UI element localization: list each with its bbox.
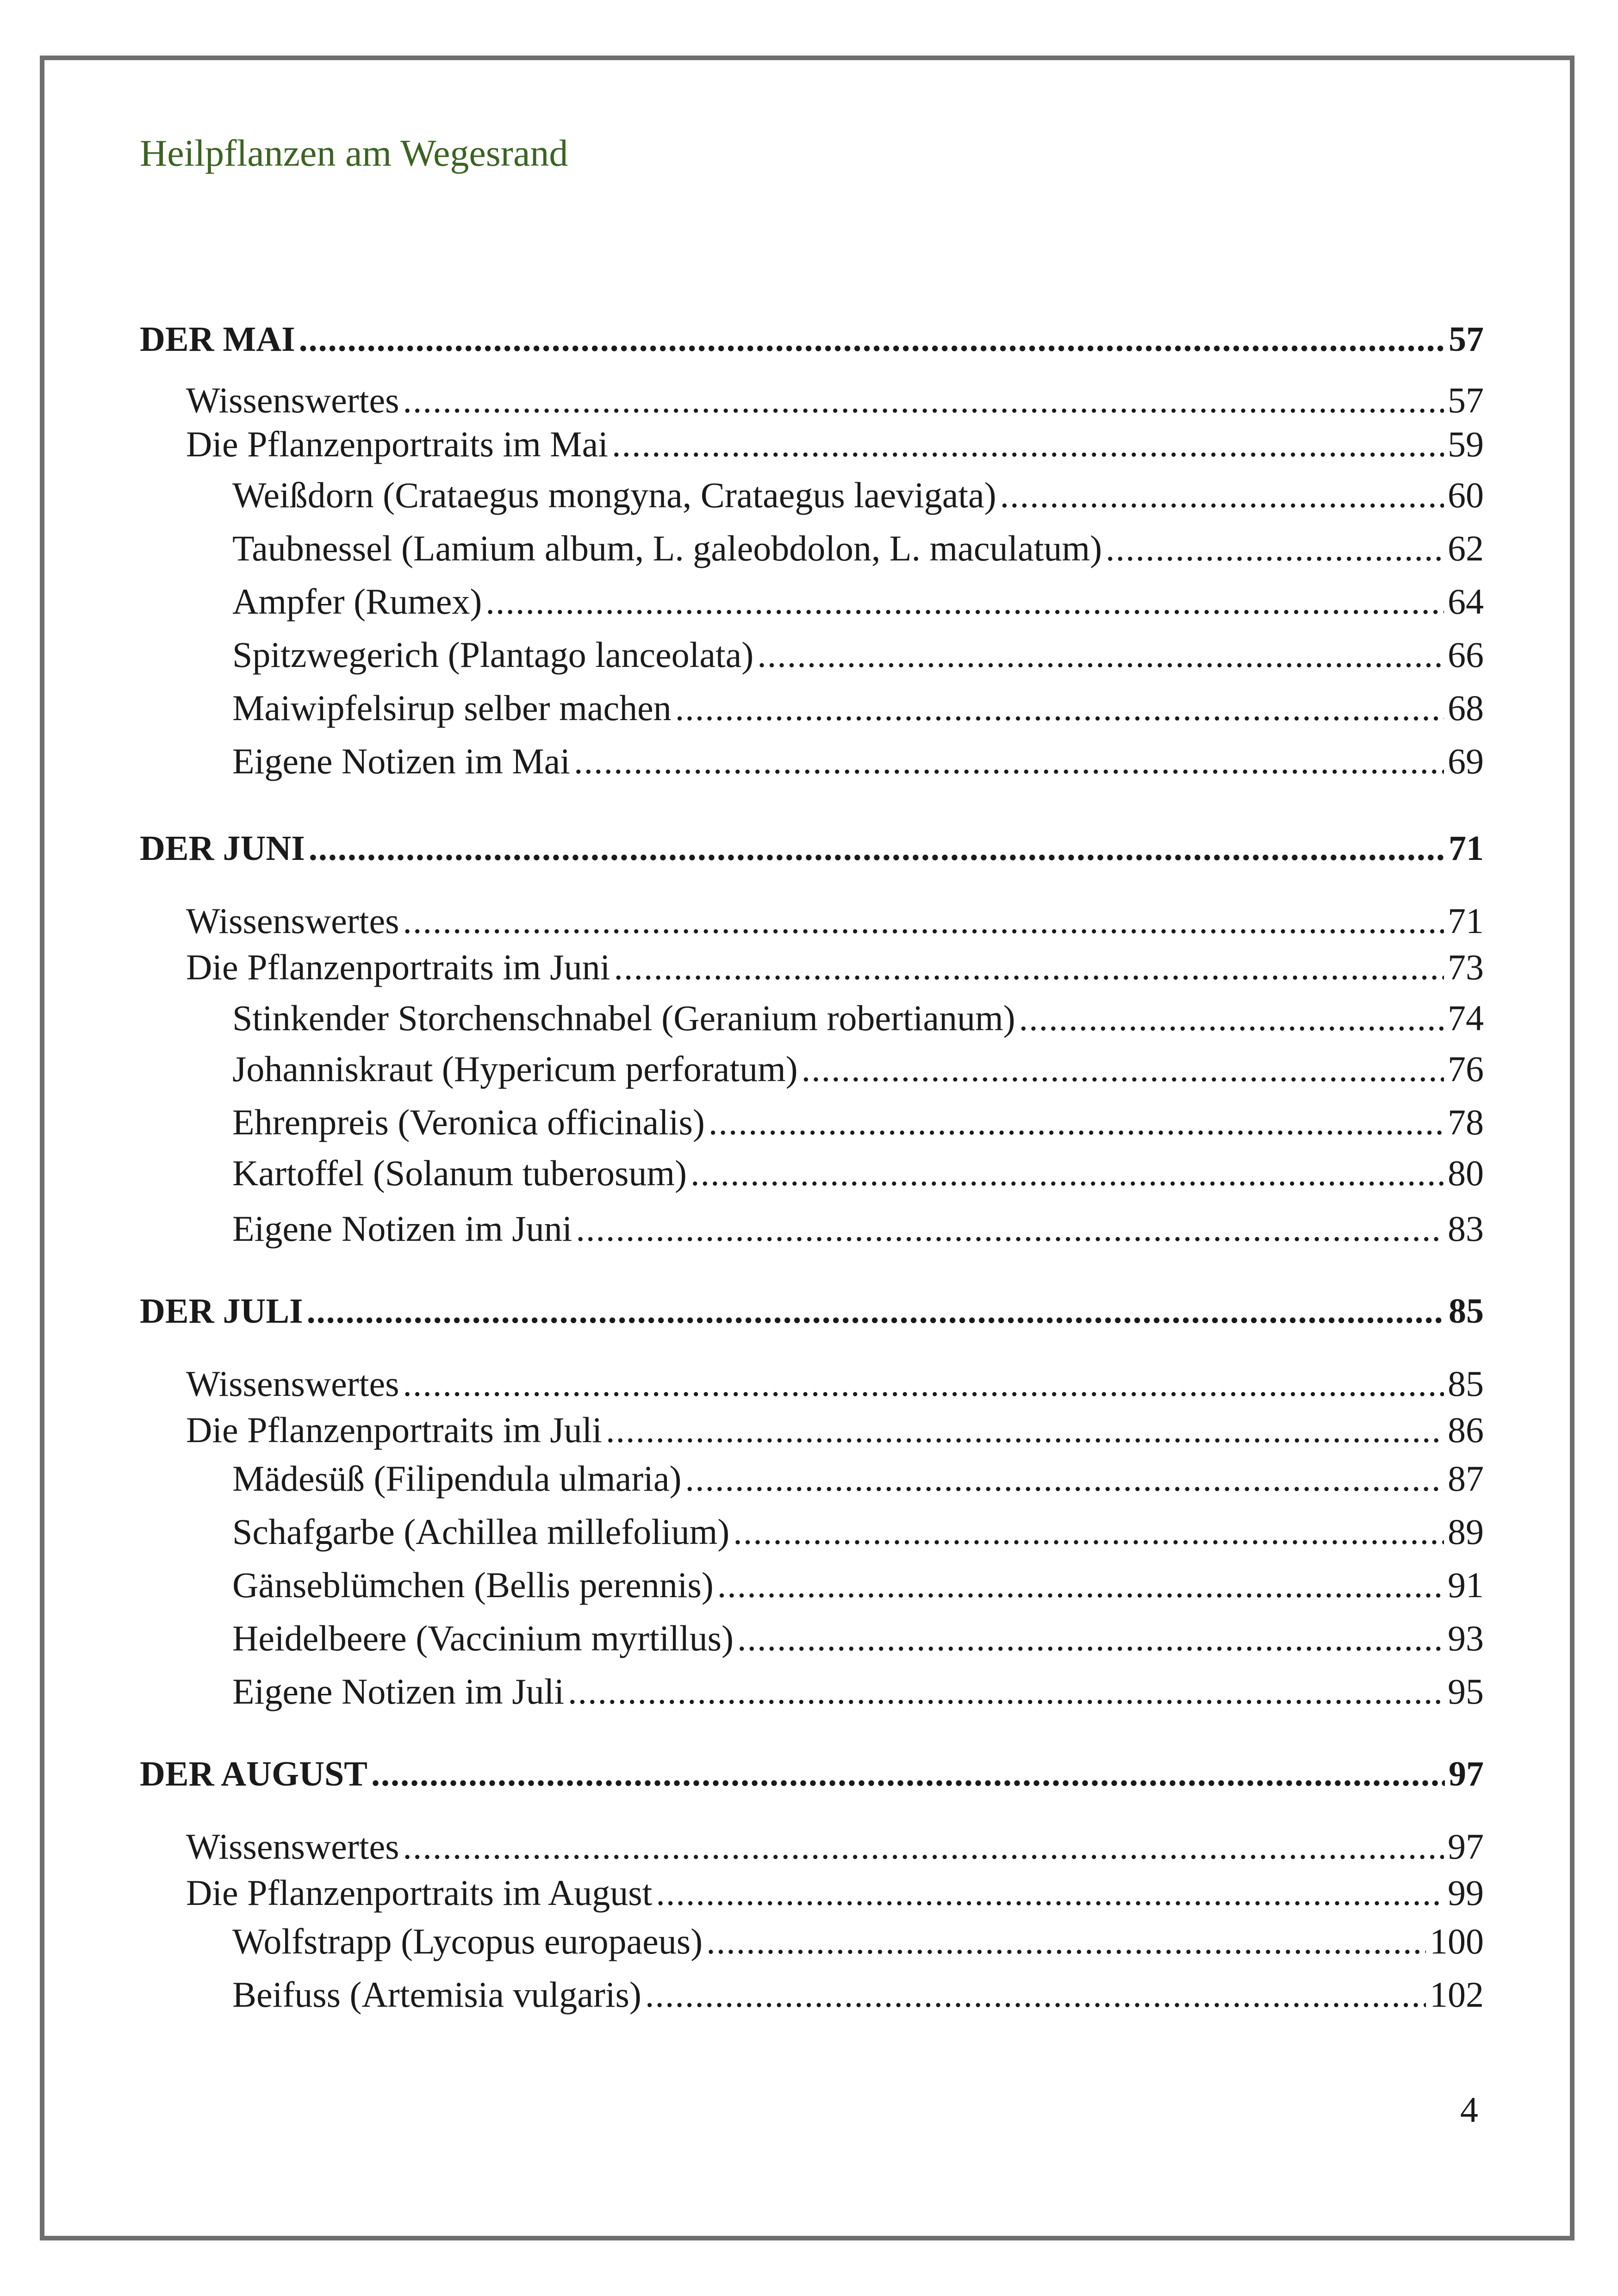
toc-entry-row[interactable] bbox=[232, 1511, 1484, 1553]
toc-entry-row[interactable] bbox=[186, 900, 1484, 942]
toc-entry-page: 64 bbox=[1448, 581, 1484, 622]
toc-leader-dots bbox=[403, 1826, 1444, 1867]
toc-entry-label: Weißdorn (Crataegus mongyna, Crataegus laevigata) bbox=[232, 475, 996, 515]
toc-entry-label: Eigene Notizen im Mai bbox=[232, 741, 570, 781]
toc-entry-page: 69 bbox=[1448, 741, 1484, 781]
toc-chapter-title: DER AUGUST bbox=[140, 1755, 367, 1793]
toc-entry-page: 85 bbox=[1448, 1363, 1484, 1404]
toc-entry-row[interactable] bbox=[186, 1826, 1484, 1867]
toc-leader-dots bbox=[685, 1458, 1444, 1500]
toc-leader-dots bbox=[403, 1363, 1444, 1405]
toc-entry-row[interactable] bbox=[232, 474, 1484, 516]
toc-leader-dots bbox=[612, 423, 1444, 465]
toc-leader-dots bbox=[675, 687, 1444, 729]
toc-entry-page: 95 bbox=[1448, 1671, 1484, 1711]
toc-entry-row[interactable] bbox=[232, 1208, 1484, 1250]
toc-chapter-title: DER JULI bbox=[140, 1292, 303, 1331]
toc-leader-dots bbox=[706, 1921, 1426, 1962]
toc-leader-dots bbox=[656, 1872, 1444, 1914]
toc-entry-label: Schafgarbe (Achillea millefolium) bbox=[232, 1512, 730, 1552]
toc-leader-dots bbox=[1000, 474, 1444, 516]
toc-chapter-title: DER MAI bbox=[140, 320, 295, 359]
toc-entry-row[interactable] bbox=[232, 740, 1484, 782]
toc-chapter-row[interactable] bbox=[140, 319, 1484, 360]
toc-entry-row[interactable] bbox=[232, 687, 1484, 729]
toc-entry-page: 80 bbox=[1448, 1153, 1484, 1193]
toc-leader-dots bbox=[1106, 528, 1444, 569]
toc-entry-row[interactable] bbox=[232, 1921, 1484, 1962]
toc-entry-row[interactable] bbox=[232, 1458, 1484, 1500]
toc-entry-page: 57 bbox=[1448, 380, 1484, 420]
toc-entry-row[interactable] bbox=[232, 1564, 1484, 1606]
toc-leader-dots bbox=[485, 581, 1444, 622]
toc-entry-page: 99 bbox=[1448, 1873, 1484, 1913]
toc-entry-row[interactable] bbox=[232, 1974, 1484, 2016]
toc-chapter-page: 57 bbox=[1449, 320, 1484, 359]
toc-entry-page: 73 bbox=[1448, 947, 1484, 987]
toc-leader-dots bbox=[574, 740, 1444, 782]
toc-chapter-row[interactable] bbox=[140, 1291, 1484, 1332]
toc-entry-label: Kartoffel (Solanum tuberosum) bbox=[232, 1153, 687, 1193]
toc-leader-dots bbox=[645, 1974, 1426, 2016]
toc-entry-page: 93 bbox=[1448, 1618, 1484, 1658]
toc-chapter-page: 71 bbox=[1449, 829, 1484, 868]
toc-entry-label: Wissenswertes bbox=[186, 1363, 399, 1404]
toc-entry-label: Heidelbeere (Vaccinium myrtillus) bbox=[232, 1618, 734, 1658]
toc-leader-dots bbox=[757, 634, 1444, 676]
toc-entry-page: 102 bbox=[1430, 1974, 1484, 2015]
toc-entry-row[interactable] bbox=[232, 581, 1484, 622]
toc-entry-page: 66 bbox=[1448, 635, 1484, 675]
toc-entry-row[interactable] bbox=[186, 423, 1484, 465]
toc-leader-dots bbox=[606, 1409, 1444, 1451]
toc-leader-dots bbox=[309, 828, 1445, 869]
toc-entry-page: 83 bbox=[1448, 1208, 1484, 1249]
toc-leader-dots bbox=[568, 1671, 1444, 1712]
toc-entry-row[interactable] bbox=[232, 634, 1484, 676]
toc-entry-row[interactable] bbox=[186, 1872, 1484, 1914]
toc-entry-label: Johanniskraut (Hypericum perforatum) bbox=[232, 1049, 798, 1089]
toc-entry-label: Eigene Notizen im Juli bbox=[232, 1671, 565, 1711]
toc-entry-row[interactable] bbox=[232, 528, 1484, 569]
toc-entry-label: Ehrenpreis (Veronica officinalis) bbox=[232, 1102, 705, 1142]
toc-entry-row[interactable] bbox=[232, 1671, 1484, 1712]
toc-chapter-page: 97 bbox=[1449, 1755, 1484, 1793]
toc-entry-label: Maiwipfelsirup selber machen bbox=[232, 688, 672, 728]
toc-entry-row[interactable] bbox=[186, 946, 1484, 988]
toc-leader-dots bbox=[299, 319, 1445, 360]
toc-chapter-title: DER JUNI bbox=[140, 829, 305, 868]
toc-entry-label: Eigene Notizen im Juni bbox=[232, 1208, 573, 1249]
toc-entry-page: 89 bbox=[1448, 1512, 1484, 1552]
toc-entry-row[interactable] bbox=[232, 1048, 1484, 1090]
toc-entry-page: 71 bbox=[1448, 901, 1484, 941]
toc-entry-label: Spitzwegerich (Plantago lanceolata) bbox=[232, 635, 754, 675]
toc-entry-label: Ampfer (Rumex) bbox=[232, 581, 482, 622]
toc-leader-dots bbox=[307, 1291, 1445, 1332]
toc-leader-dots bbox=[371, 1754, 1445, 1794]
toc-entry-label: Wolfstrapp (Lycopus europaeus) bbox=[232, 1921, 703, 1961]
toc-leader-dots bbox=[403, 380, 1444, 421]
toc-entry-page: 100 bbox=[1430, 1921, 1484, 1961]
running-header: Heilpflanzen am Wegesrand bbox=[140, 132, 568, 174]
toc-entry-page: 91 bbox=[1448, 1565, 1484, 1605]
toc-entry-page: 60 bbox=[1448, 475, 1484, 515]
toc-leader-dots bbox=[709, 1101, 1444, 1143]
toc-entry-label: Beifuss (Artemisia vulgaris) bbox=[232, 1974, 641, 2015]
page-number: 4 bbox=[1460, 2090, 1478, 2130]
toc-chapter-page: 85 bbox=[1449, 1292, 1484, 1331]
toc-entry-page: 78 bbox=[1448, 1102, 1484, 1142]
toc-entry-label: Wissenswertes bbox=[186, 380, 399, 420]
toc-leader-dots bbox=[802, 1048, 1444, 1090]
toc-entry-label: Die Pflanzenportraits im August bbox=[186, 1873, 653, 1913]
toc-chapter-row[interactable] bbox=[140, 828, 1484, 869]
toc-entry-row[interactable] bbox=[186, 1363, 1484, 1405]
toc-entry-row[interactable] bbox=[232, 1618, 1484, 1659]
toc-leader-dots bbox=[403, 900, 1444, 942]
toc-leader-dots bbox=[737, 1618, 1444, 1659]
toc-entry-page: 87 bbox=[1448, 1458, 1484, 1499]
toc-entry-row[interactable] bbox=[186, 380, 1484, 421]
toc-entry-label: Gänseblümchen (Bellis perennis) bbox=[232, 1565, 714, 1605]
toc-leader-dots bbox=[733, 1511, 1444, 1553]
toc-leader-dots bbox=[1019, 997, 1444, 1039]
toc-entry-label: Stinkender Storchenschnabel (Geranium robertianum) bbox=[232, 998, 1015, 1038]
toc-entry-label: Wissenswertes bbox=[186, 1826, 399, 1867]
toc-entry-page: 74 bbox=[1448, 998, 1484, 1038]
toc-entry-page: 68 bbox=[1448, 688, 1484, 728]
toc-entry-row[interactable] bbox=[186, 1409, 1484, 1451]
toc-entry-label: Die Pflanzenportraits im Juli bbox=[186, 1410, 602, 1450]
toc-leader-dots bbox=[717, 1564, 1444, 1606]
toc-entry-row[interactable] bbox=[232, 1101, 1484, 1143]
toc-leader-dots bbox=[691, 1152, 1444, 1194]
toc-entry-page: 62 bbox=[1448, 528, 1484, 568]
toc-entry-page: 59 bbox=[1448, 424, 1484, 464]
toc-leader-dots bbox=[614, 946, 1444, 988]
toc-entry-label: Die Pflanzenportraits im Juni bbox=[186, 947, 610, 987]
toc-entry-page: 86 bbox=[1448, 1410, 1484, 1450]
toc-entry-label: Taubnessel (Lamium album, L. galeobdolon, L. maculatum) bbox=[232, 528, 1102, 568]
toc-entry-row[interactable] bbox=[232, 1152, 1484, 1194]
toc-entry-row[interactable] bbox=[232, 997, 1484, 1039]
toc-entry-page: 76 bbox=[1448, 1049, 1484, 1089]
toc-leader-dots bbox=[576, 1208, 1444, 1250]
toc-entry-label: Mädesüß (Filipendula ulmaria) bbox=[232, 1458, 682, 1499]
toc-entry-page: 97 bbox=[1448, 1826, 1484, 1867]
toc-chapter-row[interactable] bbox=[140, 1754, 1484, 1794]
toc-entry-label: Die Pflanzenportraits im Mai bbox=[186, 424, 608, 464]
toc-entry-label: Wissenswertes bbox=[186, 901, 399, 941]
